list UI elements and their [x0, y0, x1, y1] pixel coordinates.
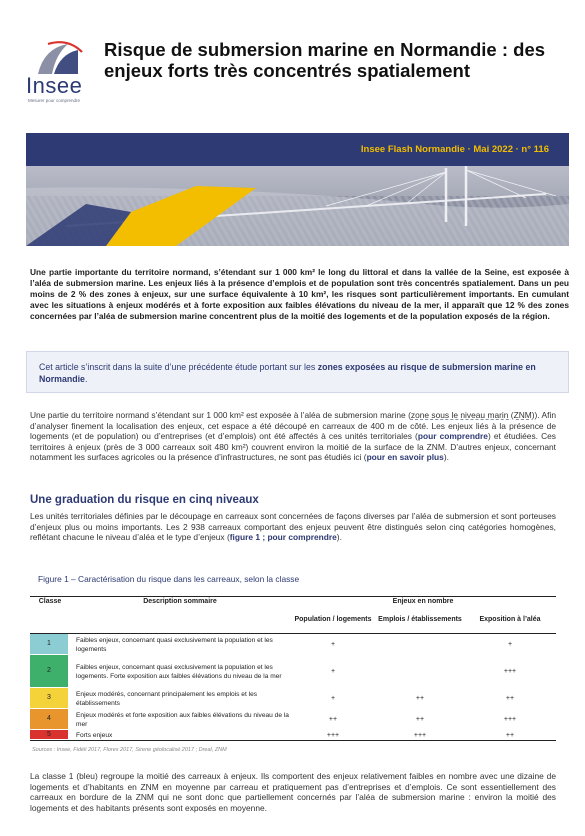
header-description: Description sommaire [70, 597, 290, 606]
header-population: Population / logements [290, 605, 376, 634]
related-study-text [39, 361, 559, 385]
paragraph-classe-1: La classe 1 (bleu) regroupe la moitié des carreaux à enjeux. Ils comportent des enjeux relativement faibles en nombre avec une dizaine de logements et d’habitants en ZNM en moyenne par carreau et pratiquement pas d’entreprises et d’emplois. Ce sont essentiellement des carreaux en bordure de la ZNM qui ne sont donc que partiellement concernés par l’aléa de submersion marine : environ la moitié des logements et des habitants présents sont exposés en moyenne. [30, 771, 556, 813]
figure-1-link[interactable]: figure 1 ; pour comprendre [229, 532, 337, 542]
related-study-end: . [84, 374, 88, 384]
emplois-level: ++ [415, 716, 425, 723]
paragraph-intro-part: ) et étudiées. Ces territoires à enjeux (près de 3 000 carreaux soit 480 km²) couvrent environ la moitié de la surface de la ZNM. D’autres enjeux, concernant notamment les surfaces agricoles ou la présence d’infrastructures, ne sont pas étudiés ici ( [30, 431, 556, 462]
class-swatch-cell [30, 655, 70, 688]
class-swatch-cell [30, 709, 70, 730]
risk-class-table [30, 596, 556, 741]
table-row [30, 655, 556, 688]
exposition-level: ++ [505, 695, 515, 702]
banner-band [26, 133, 569, 166]
table-row [30, 634, 556, 656]
related-study-intro: Cet article s’inscrit dans la suite d’une précédente étude portant sur les [39, 362, 318, 372]
logo-wordmark: Insee [26, 73, 83, 98]
paragraph-intro-part: ). Afin d’analyser finement la localisation des enjeux, cet espace a été découpé en carreaux de 400 m de côté. Les enjeux liés à la présence de logements (et de population) ou d’entreprises (et d’emplois) ont été affectés à ces unités territoriales ( [30, 410, 556, 441]
header-classe: Classe [30, 597, 70, 606]
paragraph-graduation-part: Les unités territoriales définies par le découpage en carreaux sont concernées de façons diverses par l’aléa de submersion et sont porteuses d’enjeux plus ou moins importants. Les 2 938 carreaux comportant des enjeux peuvent être distingués selon cinq catégories homogènes, reflétant chacune le niveau d’aléa et le type d’enjeux ( [30, 511, 556, 542]
class-swatch-cell [30, 688, 70, 709]
exposition-level: ++ [505, 731, 515, 739]
paragraph-intro-part: ). [443, 452, 449, 462]
insee-logo [26, 40, 92, 108]
population-level: + [330, 695, 336, 702]
population-level: + [330, 641, 336, 648]
znm-term-link[interactable]: zone sous le niveau marin (ZNM) [410, 410, 535, 420]
class-description: Enjeux modérés, concernant principalement les emplois et les établissements [76, 690, 258, 707]
header-emplois: Emplois / établissements [376, 605, 464, 634]
emplois-level: +++ [413, 731, 427, 739]
emplois-level [376, 655, 464, 688]
pour-en-savoir-plus-link[interactable]: pour en savoir plus [366, 452, 444, 462]
emplois-level [376, 634, 464, 656]
table-subheader-row [30, 605, 556, 634]
population-level: +++ [326, 731, 340, 739]
class-description: Faibles enjeux, concernant quasi exclusivement la population et les logements. Forte exposition aux faibles élévations du niveau de la mer [76, 663, 282, 680]
class-swatch-cell [30, 730, 70, 741]
class-swatch: 5 [30, 730, 68, 739]
paragraph-intro [30, 410, 556, 463]
class-swatch: 2 [30, 655, 68, 687]
population-level: + [330, 668, 336, 675]
class-description: Enjeux modérés et forte exposition aux faibles élévations du niveau de la mer [76, 711, 289, 728]
class-swatch-cell [30, 634, 70, 656]
header-empty [70, 605, 290, 634]
table-row [30, 709, 556, 730]
banner-photo [26, 166, 569, 246]
class-swatch: 4 [30, 709, 68, 729]
exposition-level: +++ [503, 668, 517, 675]
class-description: Forts enjeux [76, 731, 113, 739]
class-description: Faibles enjeux, concernant quasi exclusivement la population et les logements [76, 636, 273, 653]
banner [26, 133, 569, 246]
table-row [30, 688, 556, 709]
population-level: ++ [328, 716, 338, 723]
lead-paragraph: Une partie importante du territoire normand, s’étendant sur 1 000 km² le long du littoral et dans la vallée de la Seine, est exposée à l’aléa de submersion marine. Les enjeux liés à la présence d’emplois et de population sont très concentrés spatialement. Dans un peu moins de 2 % des zones à enjeux, sur une surface équivalente à 10 km², les risques sont particulièrement importants. En cumulant avec les situations à enjeux modérés et à forte exposition aux faibles élévations du niveau de la mer, il apparaît que 12 % des zones concernées par l’aléa de submersion marine concentrent plus de la moitié des logements et de la population exposés de la région. [30, 267, 569, 321]
paragraph-graduation-part: ). [336, 532, 342, 542]
logo-tagline: Mesurer pour comprendre [28, 98, 81, 103]
section-heading: Une graduation du risque en cinq niveaux [30, 494, 259, 506]
related-study-box [26, 351, 569, 393]
class-swatch: 1 [30, 634, 68, 654]
paragraph-intro-part: Une partie du territoire normand s’étendant sur 1 000 km² est exposée à l’aléa de submersion marine ( [30, 410, 411, 420]
table-row [30, 730, 556, 741]
header-empty [30, 605, 70, 634]
figure-title: Figure 1 – Caractérisation du risque dans les carreaux, selon la classe [38, 574, 300, 584]
exposition-level: + [507, 641, 513, 648]
pour-comprendre-link[interactable]: pour comprendre [417, 431, 488, 441]
figure-source: Sources : Insee, Fidéli 2017, Flores 2017, Sirene géolocalisé 2017 ; Dreal, ZNM [32, 747, 227, 753]
page-title: Risque de submersion marine en Normandie : des enjeux forts très concentrés spatialement [104, 39, 546, 81]
publication-label: Insee Flash Normandie · Mai 2022 · n° 116 [360, 144, 549, 155]
header-exposition: Exposition à l’aléa [464, 605, 556, 634]
related-study-link[interactable]: zones exposées au risque de submersion marine en Normandie [39, 362, 536, 384]
paragraph-graduation [30, 511, 556, 543]
insee-logo-mark [34, 40, 86, 76]
header-enjeux: Enjeux en nombre [290, 597, 556, 606]
table-header-row [30, 597, 556, 606]
table-body [30, 634, 556, 741]
class-swatch: 3 [30, 688, 68, 708]
exposition-level: +++ [503, 716, 517, 723]
emplois-level: ++ [415, 695, 425, 702]
